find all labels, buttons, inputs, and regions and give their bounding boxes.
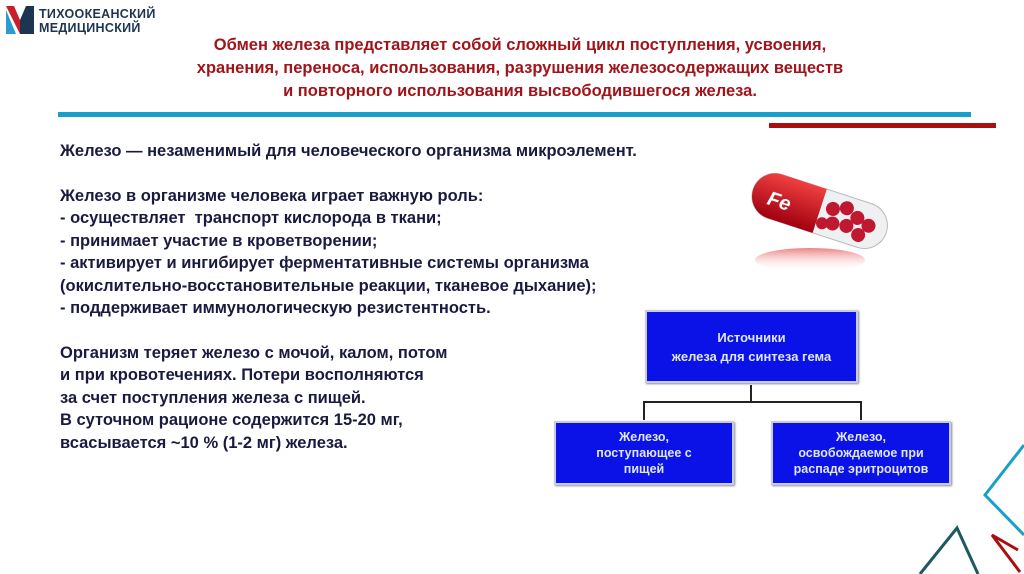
box-text: поступающее с xyxy=(596,446,692,460)
box-text: железа для синтеза гема xyxy=(671,348,832,364)
text-line: - активирует и ингибирует ферментативные системы организма xyxy=(60,254,589,272)
logo xyxy=(6,4,196,38)
divider-red xyxy=(769,123,996,128)
text-line: Организм теряет железо с мочой, калом, потом xyxy=(60,343,448,362)
logo-line-1: ТИХООКЕАНСКИЙ xyxy=(39,7,156,21)
title-line: хранения, переноса, использования, разрушения железосодержащих веществ xyxy=(196,59,844,77)
title-line: Обмен железа представляет собой сложный цикл поступления, усвоения, xyxy=(213,36,827,54)
text-line: Железо — незаменимый для человеческого организма микроэлемент. xyxy=(60,142,637,160)
text-line: В суточном рационе содержится 15-20 мг, xyxy=(60,411,403,429)
slide-title xyxy=(100,34,940,103)
diagram-box-heme-sources xyxy=(645,310,858,383)
iron-capsule-image xyxy=(740,160,900,280)
connector xyxy=(643,401,862,403)
divider-blue xyxy=(58,112,971,117)
box-text: Железо, xyxy=(619,430,669,444)
text-line: всасывается ~10 % (1-2 мг) железа. xyxy=(60,433,348,452)
title-line: и повторного использования высвободившегося железа. xyxy=(283,82,757,100)
text-line: - осуществляет транспорт кислорода в ткани; xyxy=(60,209,442,227)
connector xyxy=(643,401,645,420)
logo-text xyxy=(39,7,156,35)
connector xyxy=(860,401,862,420)
box-text: пищей xyxy=(623,462,665,476)
logo-mark-icon xyxy=(6,4,34,34)
logo-line-2: МЕДИЦИНСКИЙ xyxy=(39,21,141,35)
diagram-box-dietary-iron xyxy=(554,421,734,485)
text-line: (окислительно-восстановительные реакции, тканевое дыхание); xyxy=(60,276,597,295)
box-text: распаде эритроцитов xyxy=(793,462,929,476)
box-text: Источники xyxy=(717,329,786,345)
box-text: освобождаемое при xyxy=(798,446,924,460)
connector xyxy=(750,385,752,402)
text-line: - поддерживает иммунологическую резистентность. xyxy=(60,299,491,317)
text-line: за счет поступления железа с пищей. xyxy=(60,388,366,407)
text-line: Железо в организме человека играет важную роль: xyxy=(60,186,484,205)
box-text: Железо, xyxy=(836,430,886,444)
text-line: - принимает участие в кроветворении; xyxy=(60,231,378,250)
body-text xyxy=(60,140,760,454)
text-line: и при кровотечениях. Потери восполняются xyxy=(60,366,424,384)
capsule-label: Fe xyxy=(764,187,794,216)
decorative-chevrons-icon xyxy=(900,440,1024,574)
